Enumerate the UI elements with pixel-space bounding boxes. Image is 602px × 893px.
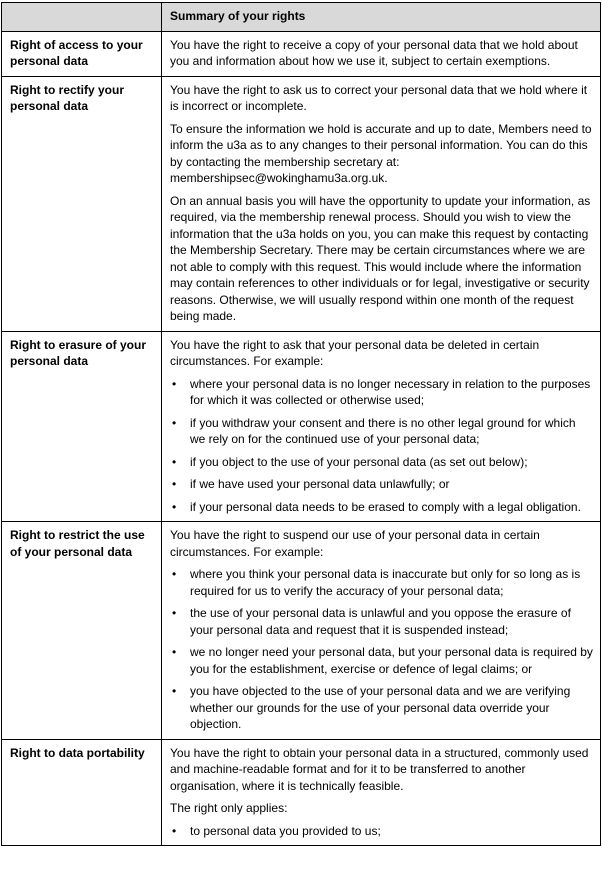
table-row-portability [2, 739, 601, 846]
right-description [162, 76, 601, 331]
bullet-icon: • [172, 477, 177, 491]
list-item-text: where you think your personal data is inaccurate but only for so long as is required for us to verify the accuracy of your personal data; [190, 567, 581, 598]
table-row-rectify [2, 76, 601, 331]
paragraph: To ensure the information we hold is accurate and up to date, Members need to inform the u3a as to any changes to their personal information. You can do this by contacting the membership secretary at: membershipsec@wokinghamu3a.org.uk. [170, 121, 592, 185]
bullet-icon: • [172, 376, 177, 391]
right-description [162, 522, 601, 740]
list-item-text: we no longer need your personal data, but your personal data is required by you for the establishment, exercise or defence of legal claims; or [190, 645, 593, 676]
bullet-icon: • [172, 415, 177, 430]
list-item-text: if we have used your personal data unlawfully; or [190, 477, 450, 491]
right-description [162, 331, 601, 522]
list-item [170, 376, 593, 409]
right-name: Right to erasure of your personal data [2, 331, 162, 522]
bullet-icon: • [172, 499, 177, 514]
right-description [162, 31, 601, 76]
header-blank-cell [2, 3, 162, 32]
paragraph: You have the right to receive a copy of your personal data that we hold about you and information about how we use it, subject to certain exemptions. [170, 37, 578, 68]
bullet-icon: • [172, 454, 177, 469]
right-name: Right of access to your personal data [2, 31, 162, 76]
list-item [170, 683, 593, 733]
paragraph: On an annual basis you will have the opportunity to update your information, as required, via the membership renewal process. Should you wish to view the information that the u3a holds on you, you can make this request by contacting the Membership Secretary. There may be certain circumstances where we are not able to comply with this request. This would include where the information may contain references to other individuals or for legal, investigative or security reasons. Otherwise, we will usually respond within one month of the request being made. [170, 193, 591, 323]
list-item [170, 499, 593, 516]
list-item [170, 566, 593, 599]
bullet-icon: • [172, 823, 177, 838]
list-item-text: to personal data you provided to us; [190, 823, 381, 838]
list-item-text: if your personal data needs to be erased to comply with a legal obligation. [190, 499, 581, 514]
list-item-text: if you object to the use of your personal data (as set out below); [190, 454, 528, 469]
bullet-icon: • [172, 645, 177, 659]
bullet-list [170, 376, 593, 516]
list-item-text: you have objected to the use of your personal data and we are verifying whether our grounds for the use of your personal data override your objection. [190, 684, 571, 731]
header-summary-cell: Summary of your rights [162, 3, 601, 32]
paragraph: The right only applies: [170, 801, 288, 815]
bullet-icon: • [172, 684, 177, 698]
right-name: Right to rectify your personal data [2, 76, 162, 331]
paragraph: You have the right to suspend our use of your personal data in certain circumstances. For example: [170, 528, 540, 559]
table-row-erasure [2, 331, 601, 522]
table-header-row [2, 3, 601, 32]
rights-table [1, 2, 601, 846]
right-name: Right to restrict the use of your personal data [2, 522, 162, 740]
paragraph: You have the right to ask us to correct your personal data that we hold where it is incorrect or incomplete. [170, 82, 588, 113]
paragraph: You have the right to ask that your personal data be deleted in certain circumstances. For example: [170, 337, 540, 368]
list-item-text: if you withdraw your consent and there is no other legal ground for which we rely on for the continued use of your personal data; [190, 415, 576, 446]
paragraph: You have the right to obtain your personal data in a structured, commonly used and machine-readable format and for it to be transferred to another organisation, where it is technically feasible. [170, 745, 589, 793]
list-item [170, 605, 593, 638]
bullet-icon: • [172, 606, 177, 620]
right-description [162, 739, 601, 846]
table-row-access [2, 31, 601, 76]
list-item [170, 823, 593, 840]
list-item [170, 644, 593, 677]
bullet-list [170, 566, 593, 733]
list-item-text: where your personal data is no longer necessary in relation to the purposes for which it was collected or otherwise used; [190, 376, 591, 407]
list-item [170, 454, 593, 471]
list-item [170, 476, 593, 493]
table-row-restrict [2, 522, 601, 740]
list-item-text: the use of your personal data is unlawful and you oppose the erasure of your personal data and request that it is suspended instead; [190, 606, 571, 637]
right-name: Right to data portability [2, 739, 162, 846]
list-item [170, 415, 593, 448]
bullet-list [170, 823, 593, 840]
bullet-icon: • [172, 567, 177, 581]
